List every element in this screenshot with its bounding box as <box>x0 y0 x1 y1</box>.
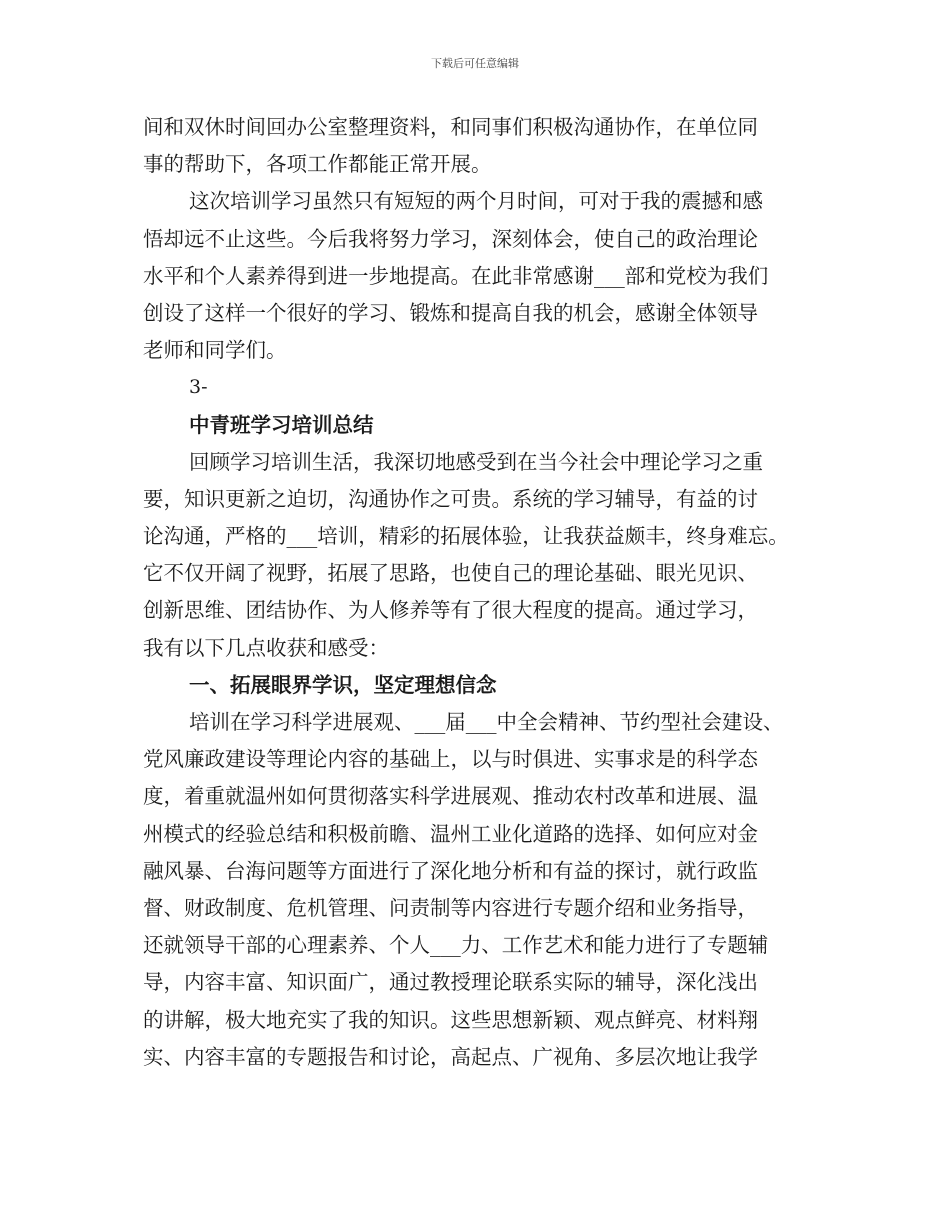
paragraph-line: 融风暴、台海问题等方面进行了深化地分析和有益的探讨，就行政监 <box>143 858 758 883</box>
paragraph-line: 悟却远不止这些。今后我将努力学习，深刻体会，使自己的政治理论 <box>143 226 758 251</box>
paragraph-line: 间和双休时间回办公室整理资料，和同事们积极沟通协作，在单位同 <box>143 115 758 139</box>
paragraph-line: 创设了这样一个很好的学习、锻炼和提高自我的机会，感谢全体领导 <box>143 300 758 325</box>
paragraph-line: 督、财政制度、危机管理、问责制等内容进行专题介绍和业务指导， <box>143 895 758 920</box>
paragraph-line: 论沟通，严格的___培训，精彩的拓展体验，让我获益颇丰，终身难忘。 <box>143 524 789 549</box>
paragraph-line: 州模式的经验总结和积极前瞻、温州工业化道路的选择、如何应对金 <box>143 821 758 846</box>
paragraph-line: 导，内容丰富、知识面广，通过教授理论联系实际的辅导，深化浅出 <box>143 970 758 995</box>
paragraph-line: 的讲解，极大地充实了我的知识。这些思想新颖、观点鲜亮、材料翔 <box>143 1007 758 1032</box>
paragraph-line: 这次培训学习虽然只有短短的两个月时间，可对于我的震撼和感 <box>189 189 763 214</box>
paragraph-line: 回顾学习培训生活，我深切地感受到在当今社会中理论学习之重 <box>189 449 763 474</box>
paragraph-line: 老师和同学们。 <box>143 338 287 363</box>
page-marker: 3- <box>189 376 208 399</box>
paragraph-line: 实、内容丰富的专题报告和讨论，高起点、广视角、多层次地让我学 <box>143 1044 758 1069</box>
document-body <box>143 109 823 1076</box>
paragraph-line: 我有以下几点收获和感受： <box>143 635 389 660</box>
paragraph-line: 创新思维、团结协作、为人修养等有了很大程度的提高。通过学习， <box>143 598 758 623</box>
paragraph-line: 事的帮助下，各项工作都能正常开展。 <box>143 152 492 177</box>
paragraph-line: 培训在学习科学进展观、___届___中全会精神、节约型社会建设、 <box>189 710 784 734</box>
subsection-heading: 一、拓展眼界学识，坚定理想信念 <box>189 672 497 697</box>
paragraph-line: 它不仅开阔了视野，拓展了思路，也使自己的理论基础、眼光见识、 <box>143 561 758 586</box>
paragraph-line: 水平和个人素养得到进一步地提高。在此非常感谢___部和党校为我们 <box>143 263 769 288</box>
paragraph-line: 度，着重就温州如何贯彻落实科学进展观、推动农村改革和进展、温 <box>143 784 758 809</box>
paragraph-line: 还就领导干部的心理素养、个人___力、工作艺术和能力进行了专题辅 <box>143 933 769 958</box>
section-title: 中青班学习培训总结 <box>189 412 374 437</box>
paragraph-line: 党风廉政建设等理论内容的基础上，以与时俱进、实事求是的科学态 <box>143 747 758 772</box>
page-header: 下载后可任意编辑 <box>431 57 519 70</box>
paragraph-line: 要，知识更新之迫切，沟通协作之可贵。系统的学习辅导，有益的讨 <box>143 486 758 511</box>
